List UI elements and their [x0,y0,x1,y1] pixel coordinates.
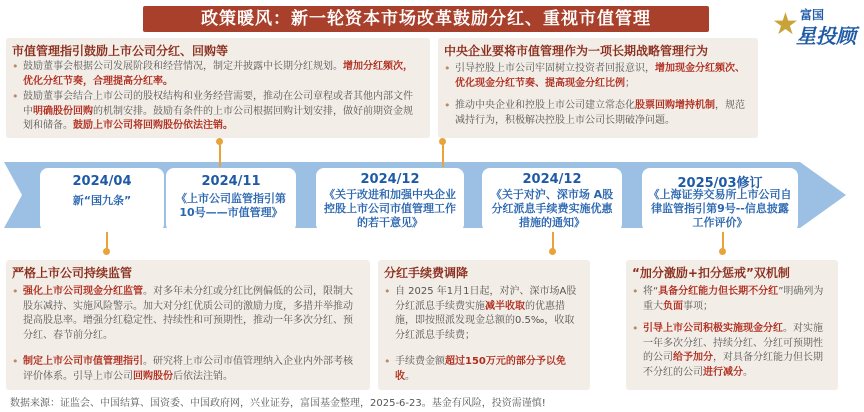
bullet-text [12,285,362,343]
plain-text: 。对实施一年多次分红、持续分红、分红可预期性的公司 [643,323,823,363]
timeline-item-3 [482,168,622,232]
highlight-text: 进行减分 [703,366,743,378]
timeline-item-2 [316,168,464,232]
plain-text: 。 [743,366,753,378]
bullet-dot-icon: • [12,285,19,298]
plain-text: 鼓励董事会结合上市公司的股权结构和业务经营需要，推动在公司章程或者其他内部文件中 [23,91,413,117]
bullet-text [444,62,750,91]
bullet-dot-icon: • [384,355,391,368]
bullet-dot-icon: • [12,60,19,73]
bullet-text [444,99,750,128]
bullet-dot-icon: • [12,90,19,103]
bullet-text [384,285,582,343]
bullet-dot-icon: • [384,285,391,298]
logo-line2: 星投顾 [796,24,856,48]
bullet-dot-icon: • [632,322,639,335]
panel-bullet [12,285,362,343]
bullet-text [384,355,582,384]
plain-text: 自 2025 年1月1日起，对沪、深市场A股分红派息手续费实施 [395,286,577,312]
timeline-date: 2025/03修订 [677,176,763,191]
bullet-text [12,355,362,384]
plain-text: 。对多年未分红或分红比例偏低的公司，限制大股东减持、实施风险警示。加大对分红优质公司的激励力度，多措并举推动提高股息率。增强分红稳定性、持续性和可预期性，推动一年多次分红、预分红、春节前分红。 [23,286,353,341]
plain-text: 推动中央企业和控股上市公司建立常态化 [455,100,635,111]
plain-text: ； [625,77,635,89]
timeline-date: 2024/11 [201,174,261,189]
highlight-text: 增加分红频次，优化分红节奏，合理提高分红率。 [23,61,413,87]
bullet-text [12,90,422,134]
highlight-text: 鼓励上市公司将回购股份依法注销。 [73,120,233,131]
top-panel-1 [438,38,758,138]
timeline-item-1 [166,168,296,232]
plain-text: 。研究将上市公司市值管理纳入企业内外部考核评价体系。引导上市公司 [23,356,353,382]
connector-line [106,232,108,250]
highlight-text: 减半收取 [485,300,525,312]
timeline-date: 2024/12 [522,172,582,187]
plain-text: 将“ [643,286,659,297]
highlight-text: 明确股份回购 [33,105,93,117]
plain-text: ，对具备分红能力但长期不分红的公司 [643,352,823,378]
connector-line [722,232,724,250]
panel-title: 中央企业要将市值管理作为一项长期战略管理行为 [444,44,709,58]
panel-title: 严格上市公司持续监管 [12,266,133,280]
connector-line [552,232,554,250]
panel-bullet [444,99,750,128]
highlight-text: 回购股份 [133,370,173,382]
bullet-text [632,285,830,314]
star-icon: ★ [772,7,799,42]
bullet-text [632,322,830,380]
plain-text: 后依法注销。 [173,370,233,382]
timeline-doc: 《关于改进和加强中央企业控股上市公司市值管理工作的若干意见》 [324,188,456,229]
plain-text: 鼓励董事会根据公司发展阶段和经营情况，制定并披露中长期分红规划。 [23,61,343,72]
bottom-panel-2 [626,260,838,390]
bottom-panel-1 [378,260,590,390]
highlight-text: 给予加分 [673,352,713,363]
highlight-text: 超过150万元的部分予以免收 [395,356,566,382]
plain-text: 手续费金额 [395,356,445,367]
plain-text: 事项； [683,300,713,312]
brand-logo [772,4,858,48]
timeline-doc: 《上市公司监管指引第10号——市值管理》 [176,192,286,219]
source-footnote: 数据来源：证监会、中国结算、国资委、中国政府网，兴业证券，富国基金整理，2025-6-23。基金有风险，投资需谨慎! [10,398,546,409]
panel-title: 市值管理指引鼓励上市公司分红、回购等 [12,44,229,58]
highlight-text: 制定上市公司市值管理指引 [23,356,143,367]
bullet-dot-icon: • [444,99,451,112]
panel-bullet [384,285,582,343]
plain-text: ”明确列为重大 [643,286,824,312]
timeline-doc: 《关于对沪、深市场 A股分红派息手续费实施优惠措施的通知》 [490,188,614,229]
bottom-panel-0 [6,260,370,390]
highlight-text: 引导上市公司积极实施现金分红 [643,323,783,334]
connector-line [442,143,444,167]
timeline-item-0 [40,168,164,232]
panel-bullet [12,90,422,134]
plain-text: 引导控股上市公司牢固树立投资者回报意识， [455,63,655,74]
logo-line1: 富国 [800,8,825,22]
panel-bullet [12,60,422,89]
highlight-text: 增加现金分红频次、优化现金分红节奏、提高现金分红比例 [455,63,745,89]
panel-bullet [444,62,750,91]
plain-text: ，规范减持行为，积极解决控股上市公司长期破净问题。 [455,100,745,126]
timeline-date: 2024/04 [72,174,132,189]
panel-bullet [12,355,362,384]
panel-bullet [632,322,830,380]
highlight-text: 强化上市公司现金分红监管 [23,286,143,297]
panel-bullet [384,355,582,384]
highlight-text: 负面 [663,300,683,312]
panel-title: “加分激励+扣分惩戒”双机制 [632,266,790,280]
page-title: 政策暖风：新一轮资本市场改革鼓励分红、重视市值管理 [143,6,709,32]
bullet-dot-icon: • [444,62,451,75]
bullet-dot-icon: • [632,285,639,298]
plain-text: 。 [405,370,415,382]
panel-bullet [632,285,830,314]
plain-text: 的优惠措施，即按照派发现金总额的0.5‰，收取分红派息手续费； [395,300,575,341]
bullet-dot-icon: • [12,355,19,368]
panel-title: 分红手续费调降 [384,266,469,280]
bullet-text [12,60,422,89]
timeline-doc: 《上海证券交易所上市公司自律监管指引第9号--信息披露工作评价》 [648,188,792,229]
highlight-text: 股票回购增持机制 [635,100,715,111]
timeline-date: 2024/12 [360,172,420,187]
top-panel-0 [6,38,430,138]
connector-line [219,143,221,167]
plain-text: 的机制安排。鼓励有条件的上市公司根据回购计划安排，做好前期资金规划和储备。 [23,105,413,131]
timeline-doc: 新“国九条” [72,194,132,207]
highlight-text: 具备分红能力但长期不分红 [658,286,779,297]
timeline-item-4 [642,168,798,232]
